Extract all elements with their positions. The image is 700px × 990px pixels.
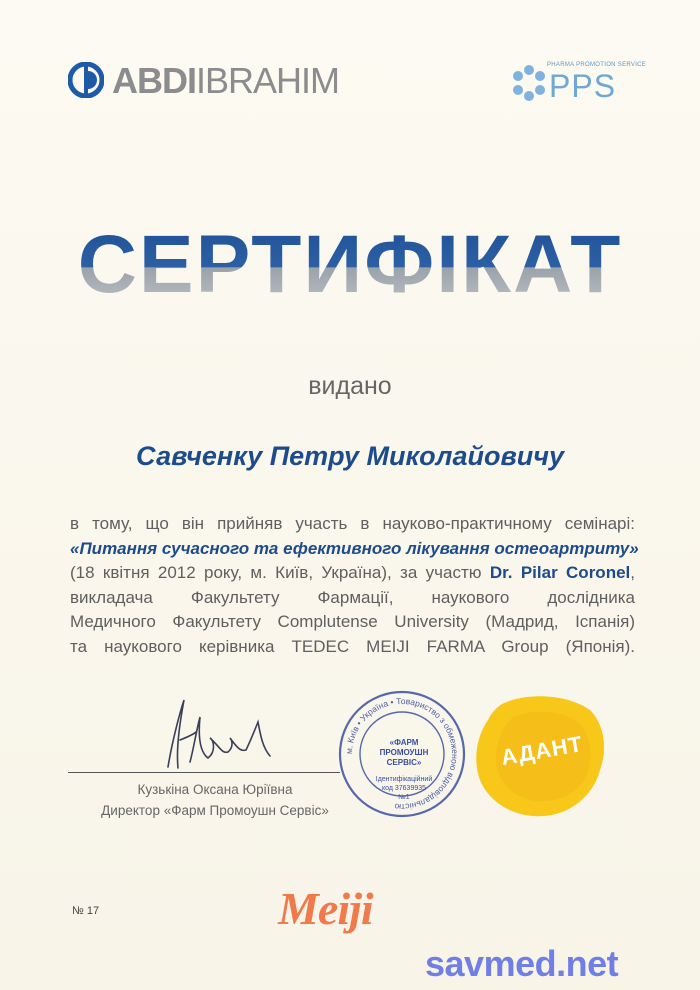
pps-tagline: PHARMA PROMOTION SERVICE bbox=[547, 62, 647, 68]
event-date-location: (18 квітня 2012 року, м. Київ, Україна), за участю bbox=[70, 563, 490, 582]
signer-role: Директор «Фарм Промоушн Сервіс» bbox=[101, 803, 329, 818]
pps-flower-icon bbox=[508, 62, 550, 104]
certificate-body bbox=[70, 512, 639, 659]
pps-wordmark: PPS bbox=[549, 68, 617, 104]
abdi-ibrahim-wordmark: ABDIIBRAHIM bbox=[112, 60, 340, 101]
signature-line bbox=[68, 772, 340, 773]
seal-text: АДАНТ bbox=[499, 731, 585, 770]
handwritten-signature bbox=[150, 692, 280, 772]
signer-name: Кузькіна Оксана Юріївна bbox=[137, 782, 293, 797]
recipient-name: Савченку Петру Миколайовичу bbox=[135, 441, 565, 471]
body-line-3-end: , bbox=[630, 563, 635, 582]
body-line-4: викладача Факультету Фармації, наукового дослідника bbox=[70, 587, 635, 607]
document-number: № 17 bbox=[72, 905, 100, 917]
stamp-code-text: Ідентифікаційний код 37639935 bbox=[375, 776, 433, 792]
abdi-ibrahim-logo-icon bbox=[68, 62, 104, 98]
body-line-3 bbox=[70, 561, 635, 586]
body-line-1: в тому, що він прийняв участь в науково-практичному семінарі: bbox=[70, 514, 635, 533]
body-line-5: Медичного Факультету Complutense University (Мадрид, Іспанія) bbox=[70, 612, 635, 631]
stamp-ring-text: м. Київ • Україна • Товариство з обмеженою відповідальністю bbox=[343, 695, 461, 813]
seminar-title: «Питання сучасного та ефективного лікування остеоартриту» bbox=[70, 538, 639, 558]
body-line-6: та наукового керівника TEDEC MEIJI FARMA Group (Японія). bbox=[70, 636, 635, 656]
watermark-text: savmed.net bbox=[425, 943, 619, 984]
certificate-title: СЕРТИФІКАТ bbox=[0, 218, 700, 312]
stamp-code bbox=[374, 775, 434, 802]
issued-label: видано bbox=[308, 372, 392, 400]
meiji-logo: Meiji bbox=[278, 883, 373, 934]
stamp-center-text: «ФАРМ ПРОМОУШН СЕРВІС» bbox=[379, 738, 429, 767]
speaker-name: Dr. Pilar Coronel bbox=[489, 563, 631, 582]
stamp-number: №1 bbox=[398, 794, 410, 801]
